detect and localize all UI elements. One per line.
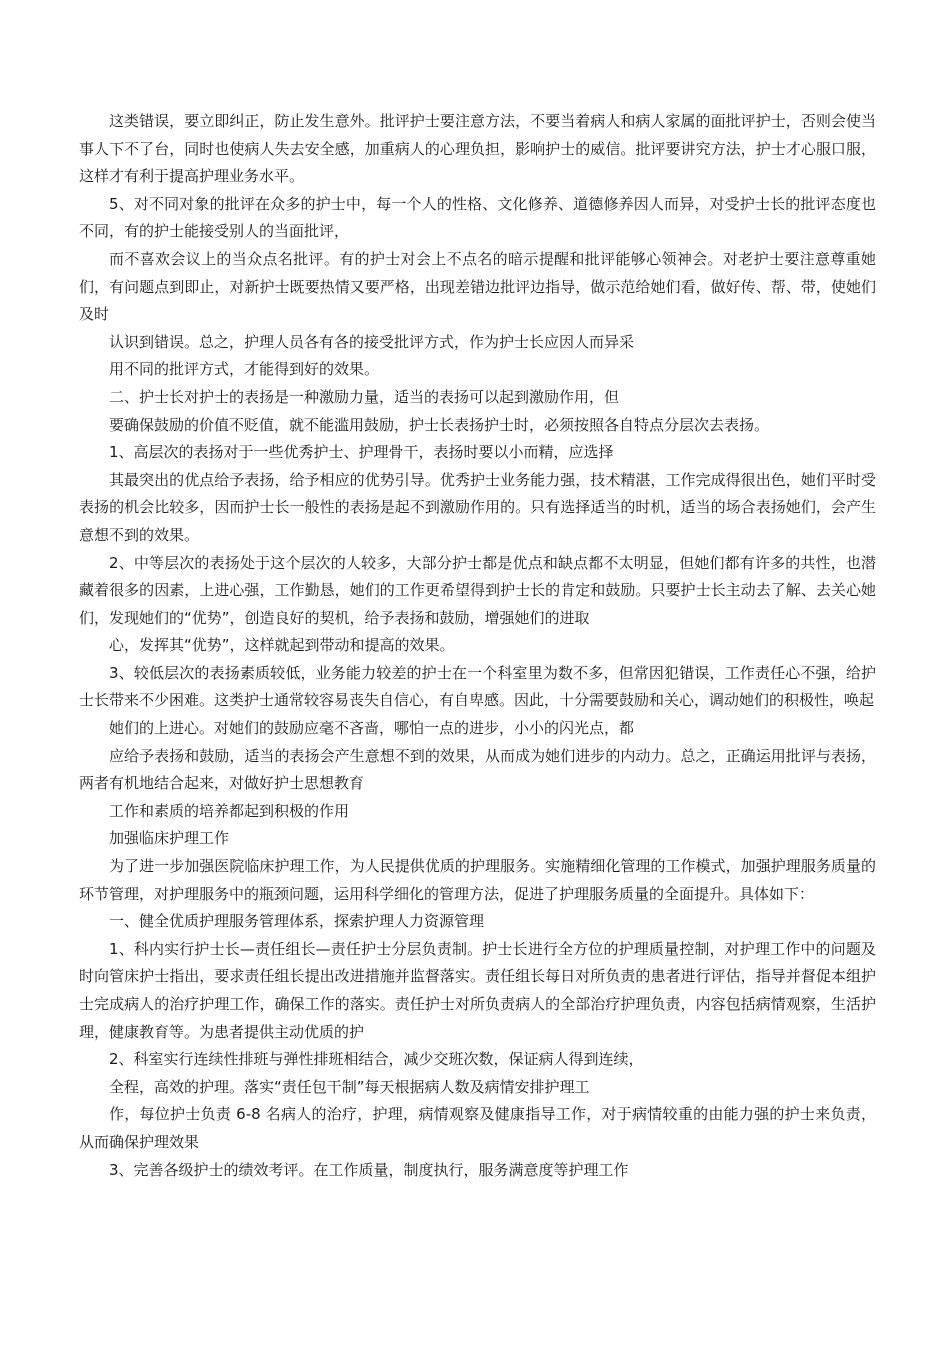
- paragraph: 心，发挥其“优势”，这样就起到带动和提高的效果。: [109, 636, 455, 655]
- paragraph: 她们的上进心。对她们的鼓励应毫不吝啬，哪怕一点的进步，小小的闪光点，都: [109, 719, 635, 738]
- document-body: [79, 108, 876, 1184]
- paragraph: 而不喜欢会议上的当众点名批评。有的护士对会上不点名的暗示提醒和批评能够心领神会。对老护士要注意尊重她们，有问题点到即止，对新护士既要热情又要严格，出现差错边批评边指导，做示范给她们看，做好传、帮、带，使她们及时: [79, 249, 876, 324]
- paragraph: 2、中等层次的表扬处于这个层次的人较多，大部分护士都是优点和缺点都不太明显，但她们都有许多的共性，也潜藏着很多的因素，上进心强，工作勤恳，她们的工作更希望得到护士长的肯定和鼓励。只要护士长主动去了解、去关心她们，发现她们的“优势”，创造良好的契机，给予表扬和鼓励，增强她们的进取: [79, 553, 876, 627]
- paragraph: 2、科室实行连续性排班与弹性排班相结合，减少交班次数，保证病人得到连续，: [109, 1050, 644, 1069]
- paragraph: 二、护士长对护士的表扬是一种激励力量，适当的表扬可以起到激励作用，但: [109, 387, 620, 406]
- paragraph: 其最突出的优点给予表扬，给予相应的优势引导。优秀护士业务能力强，技术精湛，工作完成得很出色，她们平时受表扬的机会比较多，因而护士长一般性的表扬是起不到激励作用的。只有选择适当的时机，适当的场合表扬她们，会产生意想不到的效果。: [79, 470, 876, 544]
- section-heading: 一、健全优质护理服务管理体系，探索护理人力资源管理: [109, 912, 485, 931]
- paragraph: 要确保鼓励的价值不贬值，就不能滥用鼓励，护士长表扬护士时，必须按照各自特点分层次去表扬。: [109, 415, 770, 434]
- paragraph: 1、高层次的表扬对于一些优秀护士、护理骨干，表扬时要以小而精，应选择: [109, 443, 614, 462]
- paragraph: 这类错误，要立即纠正，防止发生意外。批评护士要注意方法，不要当着病人和病人家属的面批评护士，否则会使当事人下不了台，同时也使病人失去安全感，加重病人的心理负担，影响护士的威信。批评要讲究方法，护士才心服口服，这样才有利于提高护理业务水平。: [79, 112, 876, 186]
- paragraph: 全程，高效的护理。落实“责任包干制”每天根据病人数及病情安排护理工: [109, 1077, 590, 1096]
- paragraph: 为了进一步加强医院临床护理工作，为人民提供优质的护理服务。实施精细化管理的工作模式，加强护理服务质量的环节管理，对护理服务中的瓶颈问题，运用科学细化的管理方法，促进了护理服务质量的全面提升。具体如下：: [79, 857, 876, 903]
- paragraph: 3、完善各级护士的绩效考评。在工作质量，制度执行，服务满意度等护理工作: [109, 1160, 629, 1179]
- paragraph: 应给予表扬和鼓励，适当的表扬会产生意想不到的效果，从而成为她们进步的内动力。总之，正确运用批评与表扬，两者有机地结合起来，对做好护士思想教育: [79, 746, 876, 793]
- paragraph: 认识到错误。总之，护理人员各有各的接受批评方式，作为护士长应因人而异采: [109, 332, 635, 351]
- paragraph: 工作和素质的培养都起到积极的作用: [109, 801, 350, 820]
- paragraph: 1、科内实行护士长—责任组长—责任护士分层负责制。护士长进行全方位的护理质量控制，对护理工作中的问题及时向管床护士指出，要求责任组长提出改进措施并监督落实。责任组长每日对所负责的患者进行评估，指导并督促本组护士完成病人的治疗护理工作，确保工作的落实。责任护士对所负责病人的全部治疗护理负责，内容包括病情观察，生活护理，健康教育等。为患者提供主动优质的护: [79, 939, 876, 1041]
- paragraph: 作，每位护士负责 6-8 名病人的治疗，护理，病情观察及健康指导工作，对于病情较重的由能力强的护士来负责，从而确保护理效果: [79, 1105, 876, 1151]
- paragraph: 用不同的批评方式，才能得到好的效果。: [109, 360, 380, 379]
- paragraph: 5、对不同对象的批评在众多的护士中，每一个人的性格、文化修养、道德修养因人而异，对受护士长的批评态度也不同，有的护士能接受别人的当面批评，: [79, 194, 876, 241]
- section-heading: 加强临床护理工作: [109, 829, 230, 848]
- paragraph: 3、较低层次的表扬素质较低，业务能力较差的护士在一个科室里为数不多，但常因犯错误，工作责任心不强，给护士长带来不少困难。这类护士通常较容易丧失自信心，有自卑感。因此，十分需要鼓励和关心，调动她们的积极性，唤起: [79, 663, 876, 710]
